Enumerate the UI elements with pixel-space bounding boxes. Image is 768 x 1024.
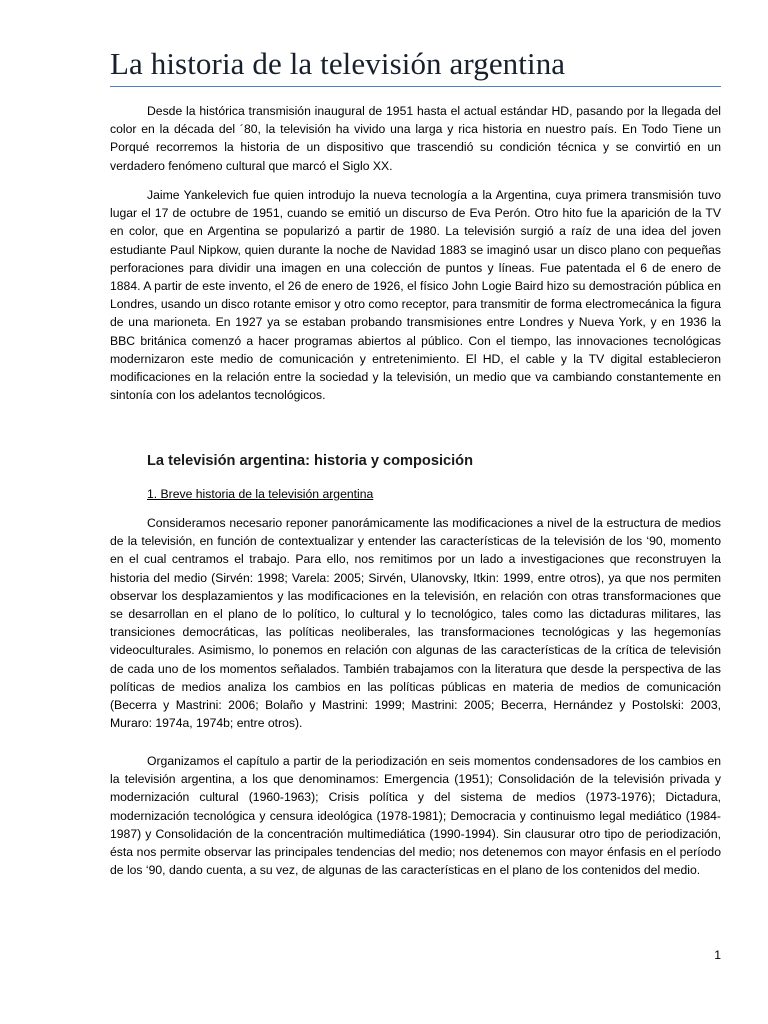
title-underline-rule	[110, 86, 721, 87]
history-paragraph: Jaime Yankelevich fue quien introdujo la nueva tecnología a la Argentina, cuya primera transmisión tuvo lugar el 17 de octubre de 1951, cuando se emitió un discurso de Eva Perón. Otro hito fue la aparición de la TV en color, que en Argentina se popularizó a partir de 1980. La televisión surgió a raíz de una idea del joven estudiante Paul Nipkow, quien durante la noche de Navidad 1883 se imaginó usar un disco plano con pequeñas perforaciones para dividir una imagen en una colección de puntos y líneas. Fue patentada el 6 de enero de 1884. A partir de este invento, el 26 de enero de 1926, el físico John Logie Baird hizo su demostración pública en Londres, usando un disco rotante emisor y otro como receptor, para transmitir de forma electromecánica la figura de una marioneta. En 1927 ya se estaban probando transmisiones entre Londres y Nueva York, y en 1936 la BBC británica comenzó a hacer programas abiertos al público. Con el tiempo, las innovaciones tecnológicas modernizaron este medio de comunicación y entretenimiento. El HD, el cable y la TV digital establecieron modificaciones en la relación entre la sociedad y la televisión, un medio que va cambiando constantemente en sintonía con los adelantos tecnológicos.	[110, 188, 721, 403]
intro-paragraph: Desde la histórica transmisión inaugural de 1951 hasta el actual estándar HD, pasando por la llegada del color en la década del ´80, la televisión ha vivido una larga y rica historia en nuestro país. En Todo Tiene un Porqué recorremos la historia de un dispositivo que trascendió su condición técnica y se convirtió en un verdadero fenómeno cultural que marcó el Siglo XX.	[110, 104, 721, 173]
section-paragraph: Organizamos el capítulo a partir de la periodización en seis momentos condensadores de los cambios en la televisión argentina, a los que denominamos: Emergencia (1951); Consolidación de la televisión privada y modernización cultural (1960-1963); Crisis política y del sistema de medios (1973-1976); Dictadura, modernización tecnológica y censura ideológica (1978-1981); Democracia y continuismo legal mediático (1984-1987) y Consolidación de la concentración multimediática (1990-1994). Sin clausurar otro tipo de periodización, ésta nos permite observar las principales tendencias del medio; nos detenemos con mayor énfasis en el período de los ‘90, dando cuenta, a su vez, de algunas de las características en el plano de los contenidos del medio.	[110, 754, 721, 878]
document-page	[110, 0, 721, 1024]
subsection-heading: 1. Breve historia de la televisión argentina	[147, 487, 374, 501]
intro-paragraph-block	[110, 102, 721, 175]
section-paragraph-block-2	[110, 752, 721, 879]
section-heading: La televisión argentina: historia y composición	[147, 453, 474, 469]
section-paragraph-block-1	[110, 514, 721, 732]
history-paragraph-block	[110, 186, 721, 404]
page-number: 1	[714, 948, 721, 962]
document-title: La historia de la televisión argentina	[110, 46, 566, 81]
section-paragraph: Consideramos necesario reponer panorámicamente las modificaciones a nivel de la estructura de medios de la televisión, en función de contextualizar y entender las características de la televisión de los ‘90, momento en el cual centramos el trabajo. Para ello, nos remitimos por un lado a investigaciones que reconstruyen la historia del medio (Sirvén: 1998; Varela: 2005; Sirvén, Ulanovsky, Itkin: 1999, entre otros), ya que nos permiten observar los desplazamientos y las modificaciones en la televisión, en relación con otras transformaciones que se desarrollan en el plano de lo político, lo cultural y lo tecnológico, tales como las dictaduras militares, las transiciones democráticas, las políticas neoliberales, las transformaciones tecnológicas y las hegemonías videoculturales. Asimismo, lo ponemos en relación con algunas de las características de la crítica de televisión de cada uno de los momentos señalados. También trabajamos con la literatura que desde la perspectiva de las políticas de medios analiza los cambios en las políticas públicas en materia de medios de comunicación (Becerra y Mastrini: 2006; Bolaño y Mastrini: 1999; Mastrini: 2005; Becerra, Hernández y Postolski: 2003, Muraro: 1974a, 1974b; entre otros).	[110, 516, 721, 731]
